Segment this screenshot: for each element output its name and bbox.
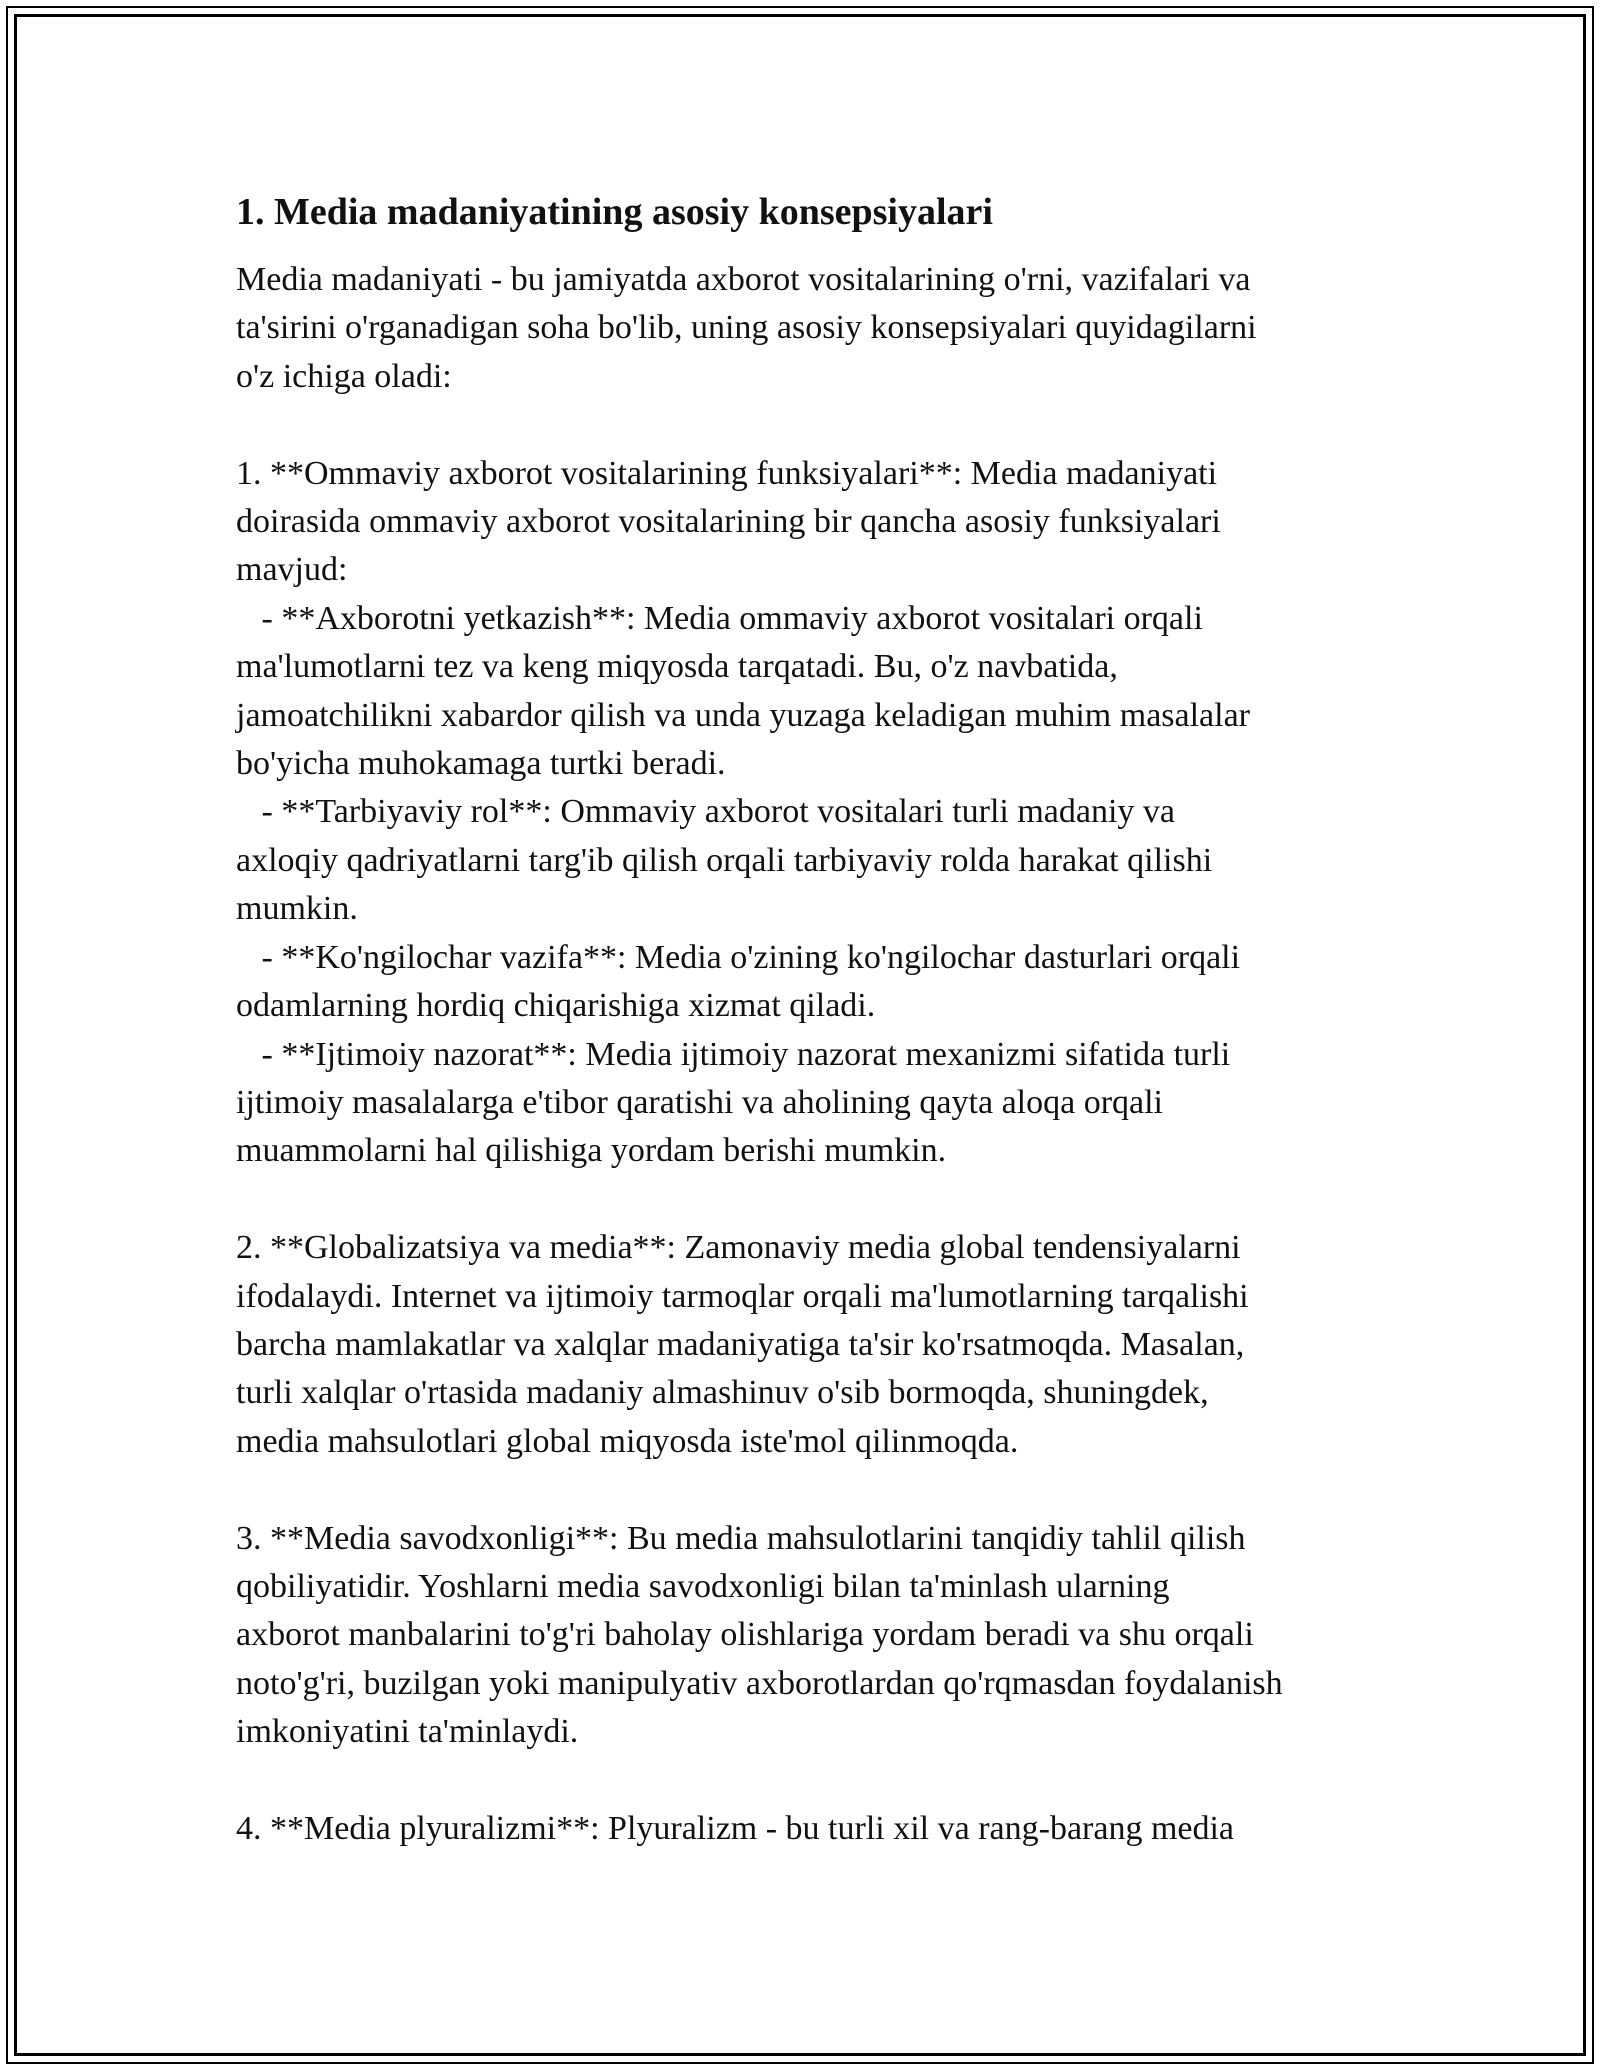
document-text (236, 256, 1406, 1853)
text-line: 2. **Globalizatsiya va media**: Zamonaviy media global tendensiyalarni (236, 1229, 1241, 1267)
text-line: 4. **Media plyuralizmi**: Plyuralizm - bu turli xil va rang-barang media (236, 1810, 1235, 1847)
text-line: 1. **Ommaviy axborot vositalarining funksiyalari**: Media madaniyati (236, 454, 1218, 492)
text-line: o'z ichiga oladi: (236, 357, 452, 395)
text-line (236, 1176, 1406, 1224)
text-line (236, 1757, 1406, 1805)
text-line: ma'lumotlarni tez va keng miqyosda tarqatadi. Bu, o'z navbatida, (236, 648, 1118, 686)
document-title: 1. Media madaniyatining asosiy konsepsiyalari (236, 191, 993, 233)
text-line: noto'g'ri, buzilgan yoki manipulyativ axborotlardan qo'rqmasdan foydalanish (236, 1664, 1283, 1702)
text-line: axborot manbalarini to'g'ri baholay olishlariga yordam beradi va shu orqali (236, 1616, 1254, 1654)
text-line: ijtimoiy masalalarga e'tibor qaratishi va aholining qayta aloqa orqali (236, 1083, 1163, 1121)
text-line: ifodalaydi. Internet va ijtimoiy tarmoqlar orqali ma'lumotlarning tarqalishi (236, 1277, 1249, 1315)
text-line: jamoatchilikni xabardor qilish va unda yuzaga keladigan muhim masalalar (236, 696, 1251, 734)
text-line: Media madaniyati - bu jamiyatda axborot vositalarining o'rni, vazifalari va (236, 261, 1251, 298)
text-line: muammolarni hal qilishiga yordam berishi mumkin. (236, 1132, 947, 1170)
text-line: axloqiy qadriyatlarni targ'ib qilish orqali tarbiyaviy rolda harakat qilishi (236, 841, 1213, 879)
text-line: - **Axborotni yetkazish**: Media ommaviy axborot vositalari orqali (236, 599, 1203, 637)
text-line: doirasida ommaviy axborot vositalarining bir qancha asosiy funksiyalari (236, 503, 1221, 541)
text-line: mumkin. (236, 890, 358, 928)
text-line: bo'yicha muhokamaga turtki beradi. (236, 745, 726, 783)
text-line: turli xalqlar o'rtasida madaniy almashinuv o'sib bormoqda, shuningdek, (236, 1374, 1209, 1412)
text-line (236, 1466, 1406, 1514)
text-line: ta'sirini o'rganadigan soha bo'lib, uning asosiy konsepsiyalari quyidagilarni (236, 309, 1257, 347)
text-line: - **Tarbiyaviy rol**: Ommaviy axborot vositalari turli madaniy va (236, 793, 1176, 831)
text-line: imkoniyatini ta'minlaydi. (236, 1713, 579, 1751)
text-line: mavjud: (236, 551, 348, 589)
text-line: odamlarning hordiq chiqarishiga xizmat qiladi. (236, 987, 876, 1025)
text-line: barcha mamlakatlar va xalqlar madaniyatiga ta'sir ko'rsatmoqda. Masalan, (236, 1325, 1245, 1363)
text-line: - **Ijtimoiy nazorat**: Media ijtimoiy nazorat mexanizmi sifatida turli (236, 1035, 1231, 1073)
text-line: 3. **Media savodxonligi**: Bu media mahsulotlarini tanqidiy tahlil qilish (236, 1519, 1246, 1557)
text-line: qobiliyatidir. Yoshlarni media savodxonligi bilan ta'minlash ularning (236, 1567, 1170, 1605)
text-line: media mahsulotlari global miqyosda iste'mol qilinmoqda. (236, 1422, 1019, 1460)
text-line (236, 401, 1406, 449)
text-line: - **Ko'ngilochar vazifa**: Media o'zining ko'ngilochar dasturlari orqali (236, 938, 1241, 976)
document-body (236, 182, 1406, 1853)
